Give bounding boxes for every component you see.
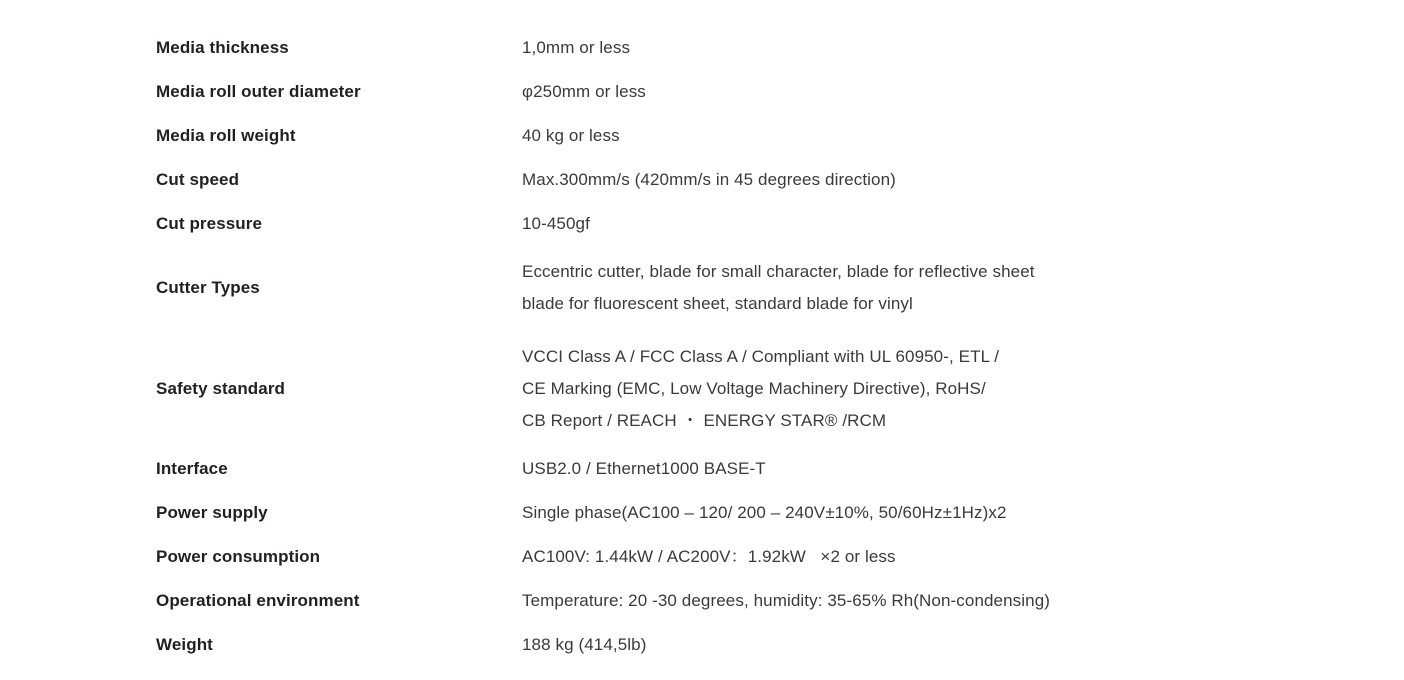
spec-row — [0, 202, 1404, 246]
specification-table — [0, 26, 1404, 667]
row-left-margin — [0, 579, 156, 623]
spec-row — [0, 447, 1404, 491]
spec-value — [522, 246, 1404, 331]
spec-row — [0, 491, 1404, 535]
spec-value-line: AC100V: 1.44kW / AC200V：1.92kW ×2 or less — [522, 547, 896, 567]
spec-label: Cut pressure — [156, 213, 263, 233]
spec-value — [522, 535, 1404, 579]
spec-row — [0, 579, 1404, 623]
spec-value-line: Temperature: 20 -30 degrees, humidity: 35-65% Rh(Non-condensing) — [522, 591, 1051, 611]
spec-value — [522, 70, 1404, 114]
spec-value-line: φ250mm or less — [522, 81, 646, 101]
spec-value — [522, 579, 1404, 623]
spec-value — [522, 491, 1404, 535]
spec-row — [0, 70, 1404, 114]
spec-label: Interface — [156, 459, 228, 479]
spec-value-line: Max.300mm/s (420mm/s in 45 degrees direction) — [522, 169, 896, 189]
spec-value-line: USB2.0 / Ethernet1000 BASE-T — [522, 459, 766, 479]
row-left-margin — [0, 246, 156, 331]
spec-label: Media roll weight — [156, 125, 296, 145]
row-left-margin — [0, 202, 156, 246]
spec-value-line: Single phase(AC100 – 120/ 200 – 240V±10%, 50/60Hz±1Hz)x2 — [522, 503, 1007, 523]
spec-value — [522, 202, 1404, 246]
spec-value — [522, 158, 1404, 202]
spec-row — [0, 331, 1404, 448]
row-left-margin — [0, 70, 156, 114]
spec-value-line: Eccentric cutter, blade for small character, blade for reflective sheet — [522, 262, 1035, 281]
spec-value — [522, 331, 1404, 448]
row-left-margin — [0, 158, 156, 202]
spec-row — [0, 158, 1404, 202]
spec-label: Power consumption — [156, 547, 321, 567]
spec-value-line: 1,0mm or less — [522, 37, 631, 57]
spec-row — [0, 26, 1404, 70]
spec-label: Cutter Types — [156, 277, 260, 297]
row-left-margin — [0, 26, 156, 70]
spec-label: Safety standard — [156, 378, 286, 398]
spec-label: Cut speed — [156, 169, 240, 189]
specification-table-body — [0, 26, 1404, 667]
row-left-margin — [0, 623, 156, 667]
spec-value-line: 10-450gf — [522, 213, 590, 233]
spec-value-line: 188 kg (414,5lb) — [522, 635, 647, 655]
spec-value-line: blade for fluorescent sheet, standard blade for vinyl — [522, 294, 913, 314]
spec-label: Power supply — [156, 503, 268, 523]
row-left-margin — [0, 447, 156, 491]
spec-value — [522, 623, 1404, 667]
spec-value — [522, 447, 1404, 491]
spec-value — [522, 26, 1404, 70]
row-left-margin — [0, 114, 156, 158]
spec-label: Media roll outer diameter — [156, 81, 361, 101]
row-left-margin — [0, 331, 156, 448]
spec-row — [0, 535, 1404, 579]
spec-row — [0, 114, 1404, 158]
row-left-margin — [0, 535, 156, 579]
spec-value-line: CE Marking (EMC, Low Voltage Machinery Directive), RoHS/ — [522, 378, 986, 398]
spec-value-line: CB Report / REACH ・ ENERGY STAR® /RCM — [522, 411, 887, 431]
spec-label: Weight — [156, 635, 213, 655]
spec-value-line: 40 kg or less — [522, 125, 620, 145]
spec-value — [522, 114, 1404, 158]
spec-row — [0, 246, 1404, 331]
spec-row — [0, 623, 1404, 667]
spec-label: Media thickness — [156, 37, 289, 57]
spec-label: Operational environment — [156, 591, 360, 611]
row-left-margin — [0, 491, 156, 535]
spec-value-line: VCCI Class A / FCC Class A / Compliant with UL 60950-, ETL / — [522, 346, 1000, 366]
